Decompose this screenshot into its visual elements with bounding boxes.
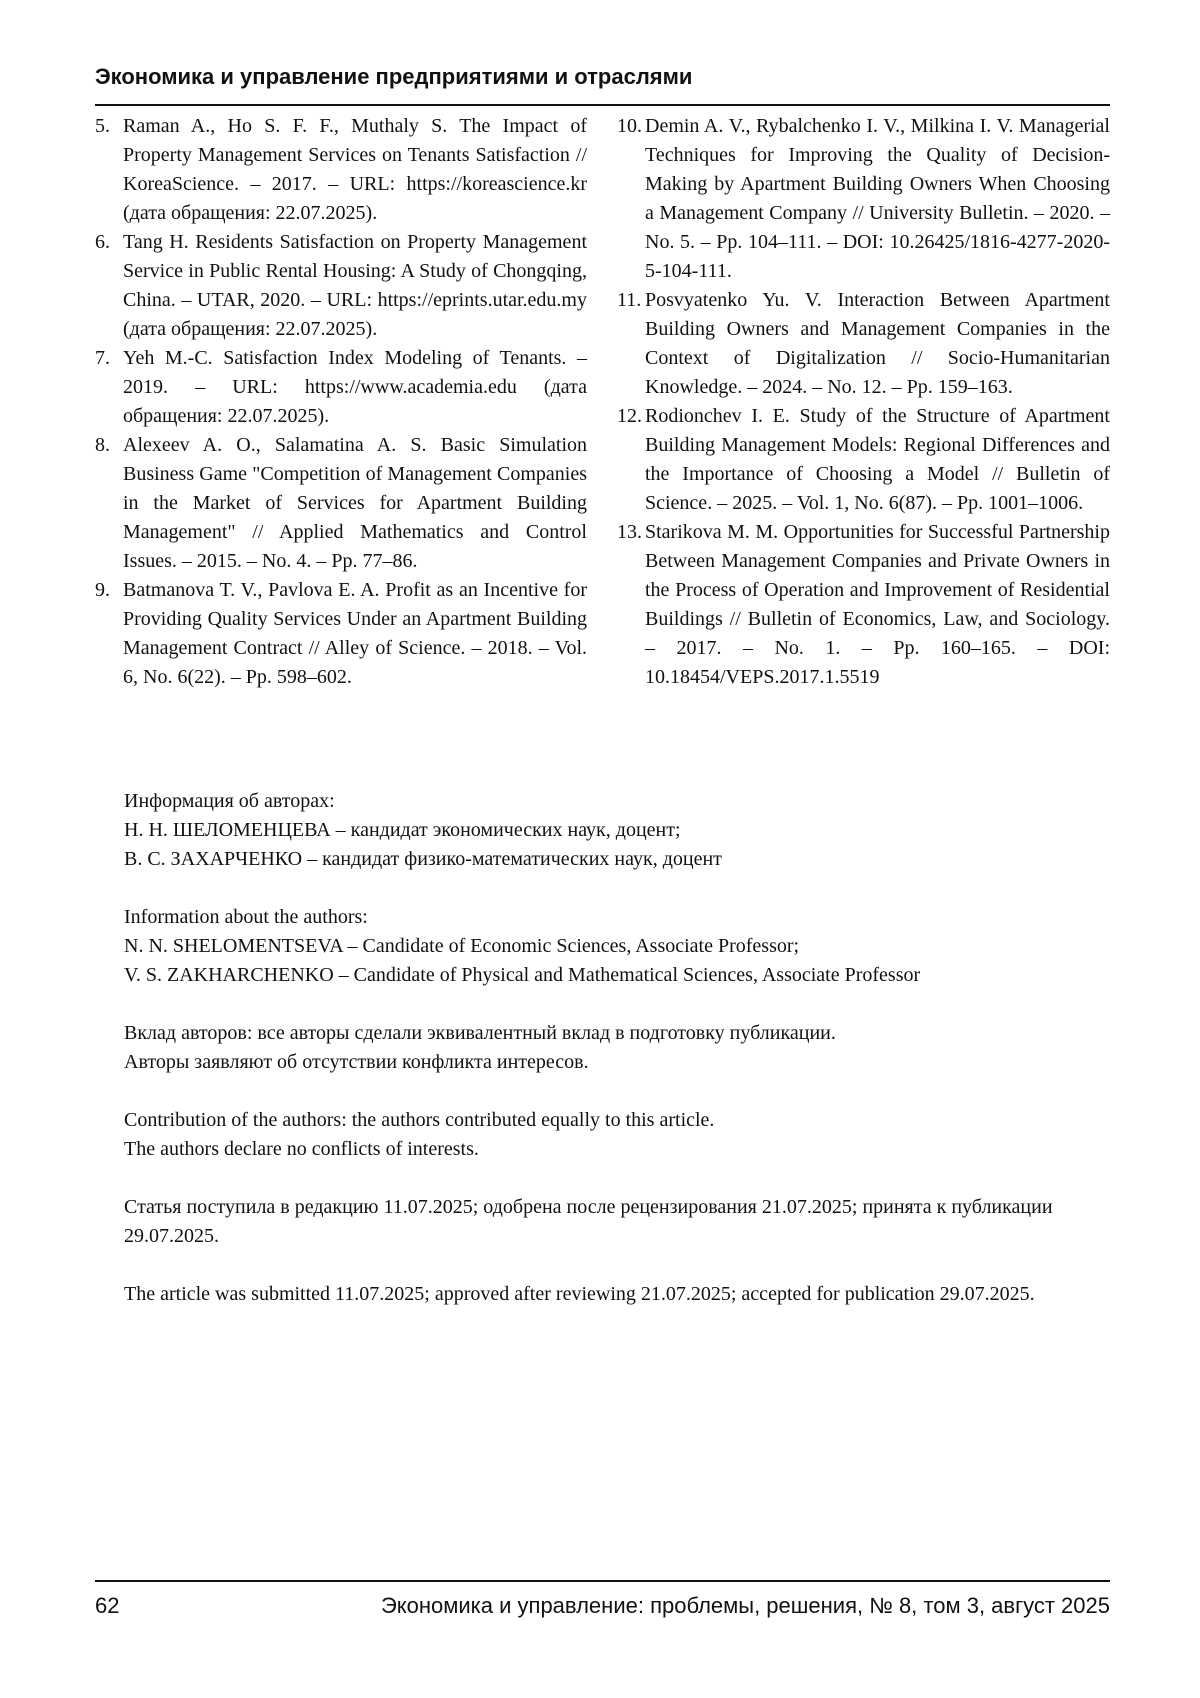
reference-number: 12. bbox=[617, 405, 642, 427]
contribution-line-en: Contribution of the authors: the authors contributed equally to this article. bbox=[124, 1109, 715, 1131]
reference-number: 5. bbox=[95, 115, 110, 137]
dates-text-en: The article was submitted 11.07.2025; approved after reviewing 21.07.2025; accepted for publication 29.07.2025. bbox=[124, 1283, 1035, 1305]
reference-number: 8. bbox=[95, 434, 110, 456]
dates-en bbox=[124, 1280, 1084, 1309]
author-1-en: N. N. SHELOMENTSEVA – Candidate of Economic Sciences, Associate Professor; bbox=[124, 935, 800, 957]
header-divider bbox=[95, 104, 1110, 106]
reference-item bbox=[95, 576, 587, 692]
reference-text: Tang H. Residents Satisfaction on Property Management Service in Public Rental Housing: A Study of Chongqing, China. – UTAR, 2020. – URL: https://eprints.utar.edu.my (дата обращения: 22.07.2025). bbox=[123, 231, 587, 340]
conflict-line-en: The authors declare no conflicts of interests. bbox=[124, 1138, 479, 1160]
authors-info-ru bbox=[124, 787, 1084, 874]
author-2-ru: В. С. ЗАХАРЧЕНКО – кандидат физико-математических наук, доцент bbox=[124, 848, 722, 870]
page-number: 62 bbox=[95, 1593, 120, 1618]
reference-text: Rodionchev I. E. Study of the Structure of Apartment Building Management Models: Regional Differences and the Importance of Choosing a Model // Bulletin of Science. – 2025. – Vol. 1, No. 6(87). – Pp. 1001–1006. bbox=[645, 405, 1110, 514]
reference-text: Batmanova T. V., Pavlova E. A. Profit as an Incentive for Providing Quality Services Under an Apartment Building Management Contract // Alley of Science. – 2018. – Vol. 6, No. 6(22). – Pp. 598–602. bbox=[123, 579, 587, 688]
reference-text: Posvyatenko Yu. V. Interaction Between Apartment Building Owners and Management Companies in the Context of Digitalization // Socio-Humanitarian Knowledge. – 2024. – No. 12. – Pp. 159–163. bbox=[645, 289, 1110, 398]
running-header-title: Экономика и управление предприятиями и отраслями bbox=[95, 64, 693, 89]
reference-number: 10. bbox=[617, 115, 642, 137]
reference-item bbox=[95, 228, 587, 344]
contribution-en bbox=[124, 1106, 1084, 1164]
author-1-ru: Н. Н. ШЕЛОМЕНЦЕВА – кандидат экономических наук, доцент; bbox=[124, 819, 681, 841]
reference-number: 7. bbox=[95, 347, 110, 369]
contribution-line-ru: Вклад авторов: все авторы сделали эквивалентный вклад в подготовку публикации. bbox=[124, 1022, 836, 1044]
reference-item bbox=[617, 518, 1110, 692]
reference-number: 13. bbox=[617, 521, 642, 543]
reference-item bbox=[95, 344, 587, 431]
author-2-en: V. S. ZAKHARCHENKO – Candidate of Physical and Mathematical Sciences, Associate Professor bbox=[124, 964, 921, 986]
reference-text: Demin A. V., Rybalchenko I. V., Milkina I. V. Managerial Techniques for Improving the Quality of Decision-Making by Apartment Building Owners When Choosing a Management Company // University Bulletin. – 2020. – No. 5. – Pp. 104–111. – DOI: 10.26425/1816-4277-2020-5-104-111. bbox=[645, 115, 1110, 282]
reference-text: Yeh M.-C. Satisfaction Index Modeling of Tenants. – 2019. – URL: https://www.academia.edu (дата обращения: 22.07.2025). bbox=[123, 347, 587, 427]
reference-item bbox=[617, 112, 1110, 286]
reference-number: 6. bbox=[95, 231, 110, 253]
journal-footer: Экономика и управление: проблемы, решения, № 8, том 3, август 2025 bbox=[380, 1593, 1110, 1618]
authors-info-en bbox=[124, 903, 1084, 990]
contribution-ru bbox=[124, 1019, 1084, 1077]
reference-number: 11. bbox=[617, 289, 642, 311]
reference-item bbox=[617, 286, 1110, 402]
reference-item bbox=[617, 402, 1110, 518]
dates-ru bbox=[124, 1193, 1084, 1251]
conflict-line-ru: Авторы заявляют об отсутствии конфликта интересов. bbox=[124, 1051, 589, 1073]
reference-number: 9. bbox=[95, 579, 110, 601]
reference-text: Raman A., Ho S. F. F., Muthaly S. The Impact of Property Management Services on Tenants Satisfaction // KoreaScience. – 2017. – URL: https://koreascience.kr (дата обращения: 22.07.2025). bbox=[123, 115, 587, 224]
authors-heading-en: Information about the authors: bbox=[124, 906, 368, 928]
authors-heading-ru: Информация об авторах: bbox=[124, 790, 335, 812]
reference-text: Starikova M. M. Opportunities for Successful Partnership Between Management Companies and Private Owners in the Process of Operation and Improvement of Residential Buildings // Bulletin of Economics, Law, and Sociology. – 2017. – No. 1. – Pp. 160–165. – DOI: 10.18454/VEPS.2017.1.5519 bbox=[645, 521, 1110, 688]
reference-item bbox=[95, 431, 587, 576]
article-info bbox=[124, 787, 1084, 1338]
footer-divider bbox=[95, 1580, 1110, 1582]
references-right-column bbox=[617, 112, 1110, 692]
dates-text-ru: Статья поступила в редакцию 11.07.2025; одобрена после рецензирования 21.07.2025; принята к публикации 29.07.2025. bbox=[124, 1196, 1053, 1247]
references-left-column bbox=[95, 112, 587, 692]
reference-text: Alexeev A. O., Salamatina A. S. Basic Simulation Business Game "Competition of Management Companies in the Market of Services for Apartment Building Management" // Applied Mathematics and Control Issues. – 2015. – No. 4. – Pp. 77–86. bbox=[123, 434, 587, 572]
reference-item bbox=[95, 112, 587, 228]
